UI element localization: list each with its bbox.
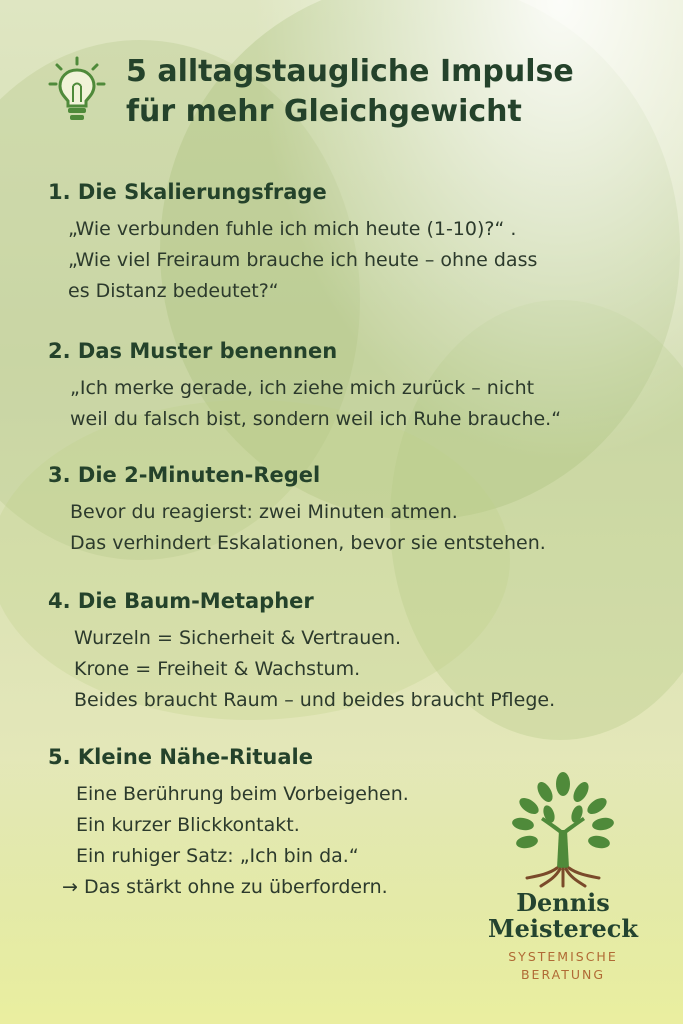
brand-subtitle-line-2: BERATUNG — [520, 967, 606, 982]
section-text-line: Eine Berührung beim Vorbeigehen. — [76, 783, 409, 805]
section-title: 3. Die 2-Minuten-Regel — [48, 463, 321, 487]
section-text-line: weil du falsch bist, sondern weil ich Ruhe brauche.“ — [70, 408, 562, 430]
section-text-line: Wurzeln = Sicherheit & Vertrauen. — [74, 627, 402, 649]
section-title: 4. Die Baum-Metapher — [48, 589, 314, 613]
brand-name-line-1: Dennis — [516, 888, 610, 917]
tree-icon — [507, 770, 619, 890]
section-text-line: Ein kurzer Blickkontakt. — [76, 814, 300, 836]
section-title: 5. Kleine Nähe-Rituale — [48, 745, 313, 769]
section-text-line: „Ich merke gerade, ich ziehe mich zurück – nicht — [70, 377, 535, 399]
brand-subtitle — [478, 948, 648, 984]
page-title — [126, 52, 574, 132]
section-text-line: Ein ruhiger Satz: „Ich bin da.“ — [76, 845, 359, 867]
section-title: 1. Die Skalierungsfrage — [48, 180, 327, 204]
header — [48, 52, 648, 142]
title-line-1: 5 alltagstaugliche Impulse — [126, 54, 574, 89]
lightbulb-icon — [48, 56, 106, 126]
section-text-line: es Distanz bedeutet?“ — [68, 280, 279, 302]
section-text-line: Das verhindert Eskalationen, bevor sie entstehen. — [70, 532, 546, 554]
section-conclusion: → Das stärkt ohne zu überfordern. — [62, 876, 388, 898]
title-line-2: für mehr Gleichgewicht — [126, 94, 522, 129]
brand-logo — [478, 770, 648, 984]
section-text-line: „Wie viel Freiraum brauche ich heute – ohne dass — [68, 249, 538, 271]
section-title: 2. Das Muster benennen — [48, 339, 338, 363]
section-text-line: Beides braucht Raum – und beides braucht Pflege. — [74, 689, 556, 711]
section-text-line: „Wie verbunden fuhle ich mich heute (1-10)?“ . — [68, 218, 517, 240]
impulse-section-2 — [48, 337, 658, 435]
impulse-section-5 — [48, 743, 478, 903]
section-text-line: Krone = Freiheit & Wachstum. — [74, 658, 361, 680]
brand-subtitle-line-1: SYSTEMISCHE — [508, 949, 618, 964]
impulse-section-4 — [48, 587, 658, 716]
brand-name-line-2: Meistereck — [488, 914, 638, 943]
impulse-section-3 — [48, 461, 658, 559]
section-text-line: Bevor du reagierst: zwei Minuten atmen. — [70, 501, 458, 523]
impulse-section-1 — [48, 178, 658, 307]
brand-name — [478, 890, 648, 942]
